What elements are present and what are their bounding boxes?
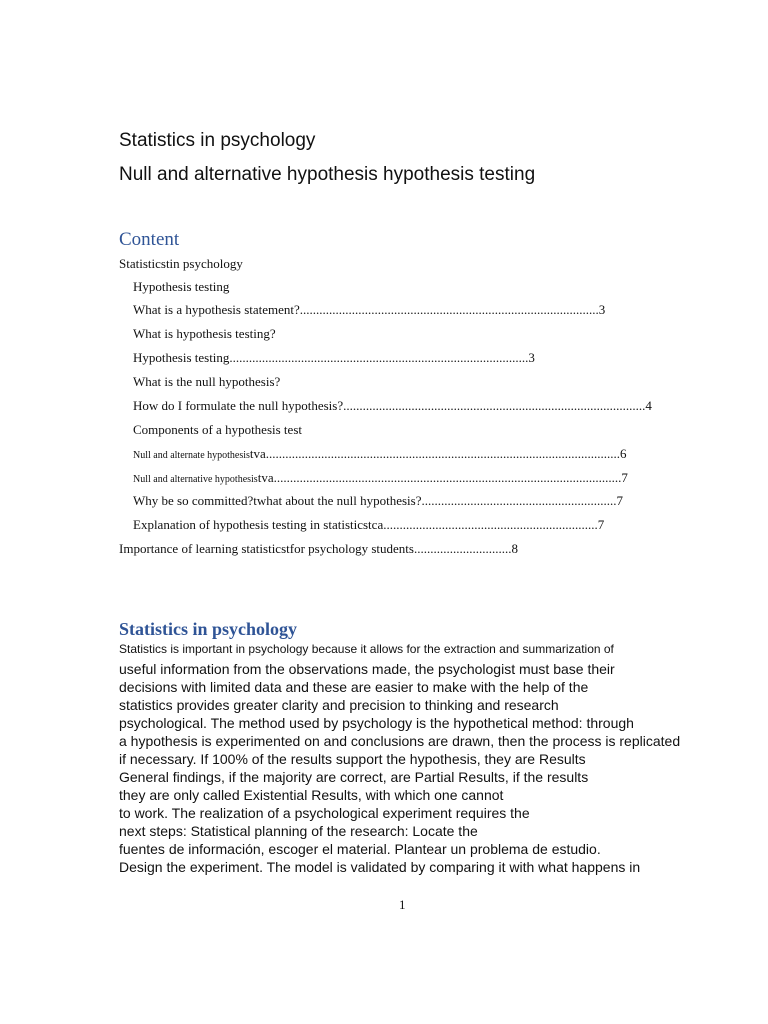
section-heading: Statistics in psychology xyxy=(119,619,298,639)
document-subtitle: Null and alternative hypothesis hypothesis testing xyxy=(119,164,536,185)
toc-entry[interactable]: Components of a hypothesis test xyxy=(133,422,302,437)
body-text-line: statistics provides greater clarity and precision to thinking and research xyxy=(119,697,559,713)
toc-entry-prefix: Null and alternative hypothesis xyxy=(133,474,258,485)
toc-entry-suffix: tva...........................................................................................................7 xyxy=(257,470,628,485)
toc-entry-prefix: Null and alternate hypothesis xyxy=(133,450,250,461)
body-text-line: fuentes de información, escoger el material. Plantear un problema de estudio. xyxy=(119,841,601,857)
body-text-line: if necessary. If 100% of the results support the hypothesis, they are Results xyxy=(119,751,586,767)
toc-entry[interactable]: How do I formulate the null hypothesis?.............................................................................................4 xyxy=(133,398,652,413)
toc-entry[interactable]: What is hypothesis testing? xyxy=(133,326,276,341)
toc-entry[interactable] xyxy=(133,471,628,485)
body-text-line: to work. The realization of a psychological experiment requires the xyxy=(119,805,530,821)
body-text-line: a hypothesis is experimented on and conclusions are drawn, then the process is replicated xyxy=(119,733,681,749)
body-text-line: Design the experiment. The model is validated by comparing it with what happens in xyxy=(119,859,641,875)
body-text-line: Statistics is important in psychology because it allows for the extraction and summarization of xyxy=(119,642,614,656)
page-number: 1 xyxy=(399,897,406,912)
body-text-line: decisions with limited data and these are easier to make with the help of the xyxy=(119,679,589,695)
toc-entry[interactable]: Importance of learning statisticstfor psychology students..............................8 xyxy=(119,541,518,556)
toc-entry[interactable]: Statisticstin psychology xyxy=(119,256,243,271)
body-text-line: General findings, if the majority are correct, are Partial Results, if the results xyxy=(119,769,589,785)
body-text-line: psychological. The method used by psychology is the hypothetical method: through xyxy=(119,715,634,731)
toc-entry[interactable]: Explanation of hypothesis testing in statisticstca..................................................................7 xyxy=(133,517,605,532)
toc-entry[interactable]: What is a hypothesis statement?............................................................................................3 xyxy=(133,302,606,317)
toc-entry-suffix: tva.............................................................................................................6 xyxy=(249,446,627,461)
body-text-line: they are only called Existential Results, with which one cannot xyxy=(119,787,504,803)
toc-entry[interactable]: Why be so committed?twhat about the null hypothesis?............................................................7 xyxy=(133,493,623,508)
body-text-line: next steps: Statistical planning of the research: Locate the xyxy=(119,823,478,839)
document-title: Statistics in psychology xyxy=(119,130,316,151)
toc-heading: Content xyxy=(119,229,180,250)
toc-entry[interactable] xyxy=(133,447,627,461)
body-text-line: useful information from the observations made, the psychologist must base their xyxy=(119,661,615,677)
toc-entry[interactable]: What is the null hypothesis? xyxy=(133,374,281,389)
toc-entry[interactable]: Hypothesis testing............................................................................................3 xyxy=(133,350,535,365)
toc-entry[interactable]: Hypothesis testing xyxy=(133,279,230,294)
